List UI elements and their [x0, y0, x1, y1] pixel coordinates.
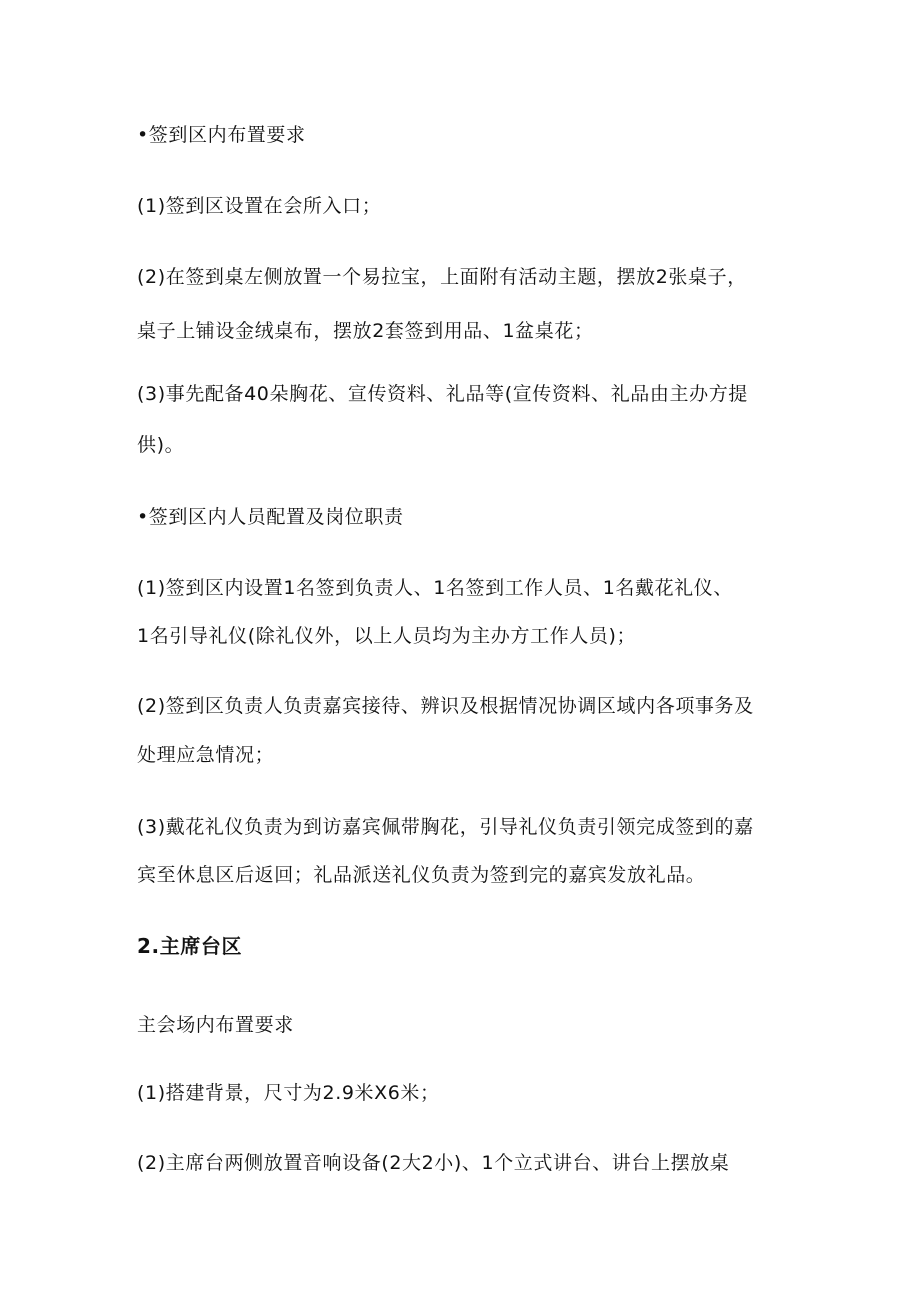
section-title-signin-layout: •签到区内布置要求	[137, 124, 306, 146]
paragraph-line: (3)戴花礼仪负责为到访嘉宾佩带胸花，引导礼仪负责引领完成签到的嘉	[137, 816, 754, 838]
paragraph-line: (1)签到区内设置1名签到负责人、1名签到工作人员、1名戴花礼仪、	[137, 577, 733, 599]
paragraph-line: (2)签到区负责人负责嘉宾接待、辨识及根据情况协调区域内各项事务及	[137, 695, 754, 717]
paragraph-line: 宾至休息区后返回；礼品派送礼仪负责为签到完的嘉宾发放礼品。	[137, 864, 706, 886]
paragraph-line: 桌子上铺设金绒桌布，摆放2套签到用品、1盆桌花；	[137, 320, 594, 342]
paragraph-line: 1名引导礼仪(除礼仪外，以上人员均为主办方工作人员)；	[137, 625, 637, 647]
paragraph-line: (2)主席台两侧放置音响设备(2大2小)、1个立式讲台、讲台上摆放桌	[137, 1152, 730, 1174]
section-heading-podium: 2.主席台区	[137, 934, 243, 958]
section-title-signin-staff: •签到区内人员配置及岗位职责	[137, 506, 404, 528]
paragraph-line: (3)事先配备40朵胸花、宣传资料、礼品等(宣传资料、礼品由主办方提	[137, 383, 748, 405]
paragraph-line: 供)。	[137, 434, 185, 456]
paragraph-line: (1)搭建背景，尺寸为2.9米X6米；	[137, 1082, 440, 1104]
section-title-main-venue: 主会场内布置要求	[137, 1014, 294, 1036]
paragraph-line: (1)签到区设置在会所入口；	[137, 195, 382, 217]
paragraph-line: 处理应急情况；	[137, 744, 275, 766]
paragraph-line: (2)在签到桌左侧放置一个易拉宝，上面附有活动主题，摆放2张桌子，	[137, 266, 747, 288]
